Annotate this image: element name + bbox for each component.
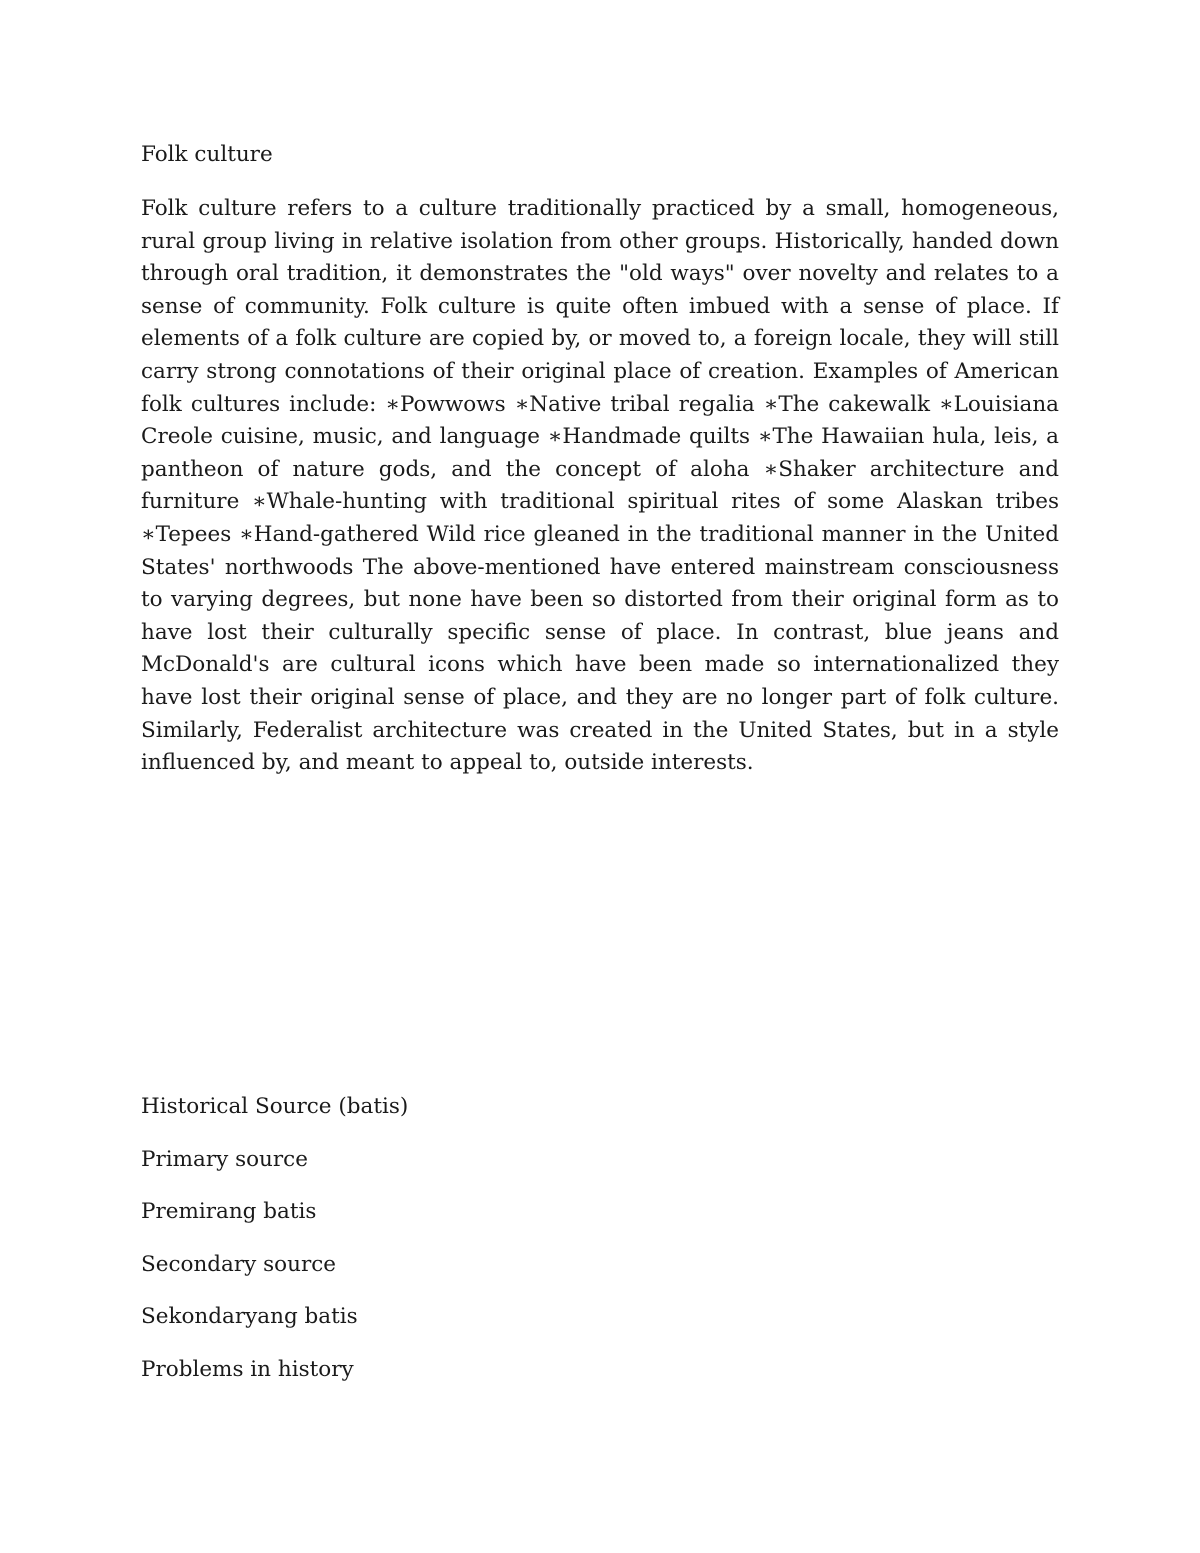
notes-line: Premirang batis xyxy=(141,1199,317,1224)
notes-line: Historical Source (batis) xyxy=(141,1094,409,1119)
notes-line: Primary source xyxy=(141,1146,308,1172)
notes-list xyxy=(141,1093,408,1408)
body-paragraph: Folk culture refers to a culture traditionally practiced by a small, homogeneous, rural group living in relative isolation from other groups. Historically, handed down through oral tradition, it demonstrates the "old ways" over novelty and relates to a sense of community. Folk culture is quite often imbued with a sense of place. If elements of a folk culture are copied by, or moved to, a foreign locale, they will still carry strong connotations of their original place of creation. Examples of American folk cultures include: ∗Powwows ∗Native tribal regalia ∗The cakewalk ∗Louisiana Creole cuisine, music, and language ∗Handmade quilts ∗The Hawaiian hula, leis, a pantheon of nature gods, and the concept of aloha ∗Shaker architecture and furniture ∗Whale-hunting with traditional spiritual rites of some Alaskan tribes ∗Tepees ∗Hand-gathered Wild rice gleaned in the traditional manner in the United States' northwoods The above-mentioned have entered mainstream consciousness to varying degrees, but none have been so distorted from their original form as to have lost their culturally specific sense of place. In contrast, blue jeans and McDonald's are cultural icons which have been made so internationalized they have lost their original sense of place, and they are no longer part of folk culture. Similarly, Federalist architecture was created in the United States, but in a style influenced by, and meant to appeal to, outside interests. xyxy=(141,196,1059,776)
notes-line: Secondary source xyxy=(141,1251,336,1277)
notes-line: Sekondaryang batis xyxy=(141,1304,358,1329)
notes-line: Problems in history xyxy=(141,1356,354,1382)
section-heading: Folk culture xyxy=(141,142,273,167)
